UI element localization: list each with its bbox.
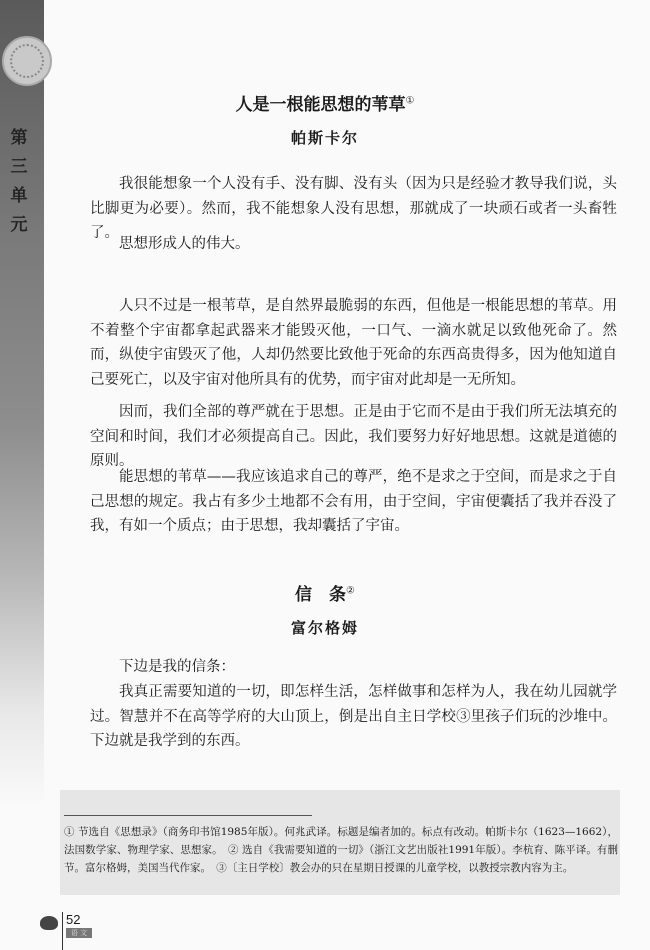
footnote-divider <box>64 815 312 816</box>
footnotes: ① 节选自《思想录》（商务印书馆1985年版）。何兆武译。标题是编者加的。标点有改动。帕斯卡尔（1623—1662），法国数学家、物理学家、思想家。 ② 选自《我需要知道的一切》（浙江文艺出版社1991年版）。李杭育、陈平译。有删节。富尔格姆，美国当代作家。 ③〔主日学校〕教会办的只在星期日授课的儿童学校，以教授宗教内容为主。 <box>64 826 618 874</box>
paragraph: 因而，我们全部的尊严就在于思想。正是由于它而不是由于我们所无法填充的空间和时间，我们才必须提高自己。因此，我们要努力好好地思想。这就是道德的原则。 <box>90 404 617 469</box>
page-number: 52 <box>66 912 81 927</box>
unit-label: 第三单元 <box>10 128 28 235</box>
page-number-rule <box>62 912 63 950</box>
teapot-icon <box>40 916 58 930</box>
article1-title <box>0 90 650 115</box>
article2-author: 富尔格姆 <box>290 619 359 637</box>
footnote-mark: ① <box>405 95 415 107</box>
footnote-mark: ② <box>346 585 355 597</box>
paragraph: 能思想的苇草——我应该追求自己的尊严，绝不是求之于空间，而是求之于自己思想的规定。我占有多少土地都不会有用，由于空间，宇宙便囊括了我并吞没了我，有如一个质点；由于思想，我却囊括了宇宙。 <box>90 469 617 534</box>
subject-label: 语 文 <box>66 928 92 938</box>
paragraph: 我很能想象一个人没有手、没有脚、没有头（因为只是经验才教导我们说，头比脚更为必要）。然而，我不能想象人没有思想，那就成了一块顽石或者一头畜牲了。 <box>90 176 617 241</box>
article2-title-text: 信 条 <box>295 585 347 605</box>
paragraph: 思想形成人的伟大。 <box>119 236 250 252</box>
paragraph: 下边是我的信条： <box>119 659 235 675</box>
article1-title-text: 人是一根能思想的苇草 <box>235 95 406 115</box>
article2-title <box>0 580 650 605</box>
paragraph: 我真正需要知道的一切，即怎样生活，怎样做事和怎样为人，我在幼儿园就学过。智慧并不在高等学府的大山顶上，倒是出自主日学校③里孩子们玩的沙堆中。下边就是我学到的东西。 <box>90 684 617 749</box>
article1-author: 帕斯卡尔 <box>290 129 359 147</box>
paragraph: 人只不过是一根苇草，是自然界最脆弱的东西，但他是一根能思想的苇草。用不着整个宇宙都拿起武器来才能毁灭他，一口气、一滴水就足以致他死命了。然而，纵使宇宙毁灭了他，人却仍然要比致他于死命的东西高贵得多，因为他知道自己要死亡，以及宇宙对他所具有的优势，而宇宙对此却是一无所知。 <box>90 298 617 388</box>
decorative-emblem-icon <box>2 36 52 86</box>
